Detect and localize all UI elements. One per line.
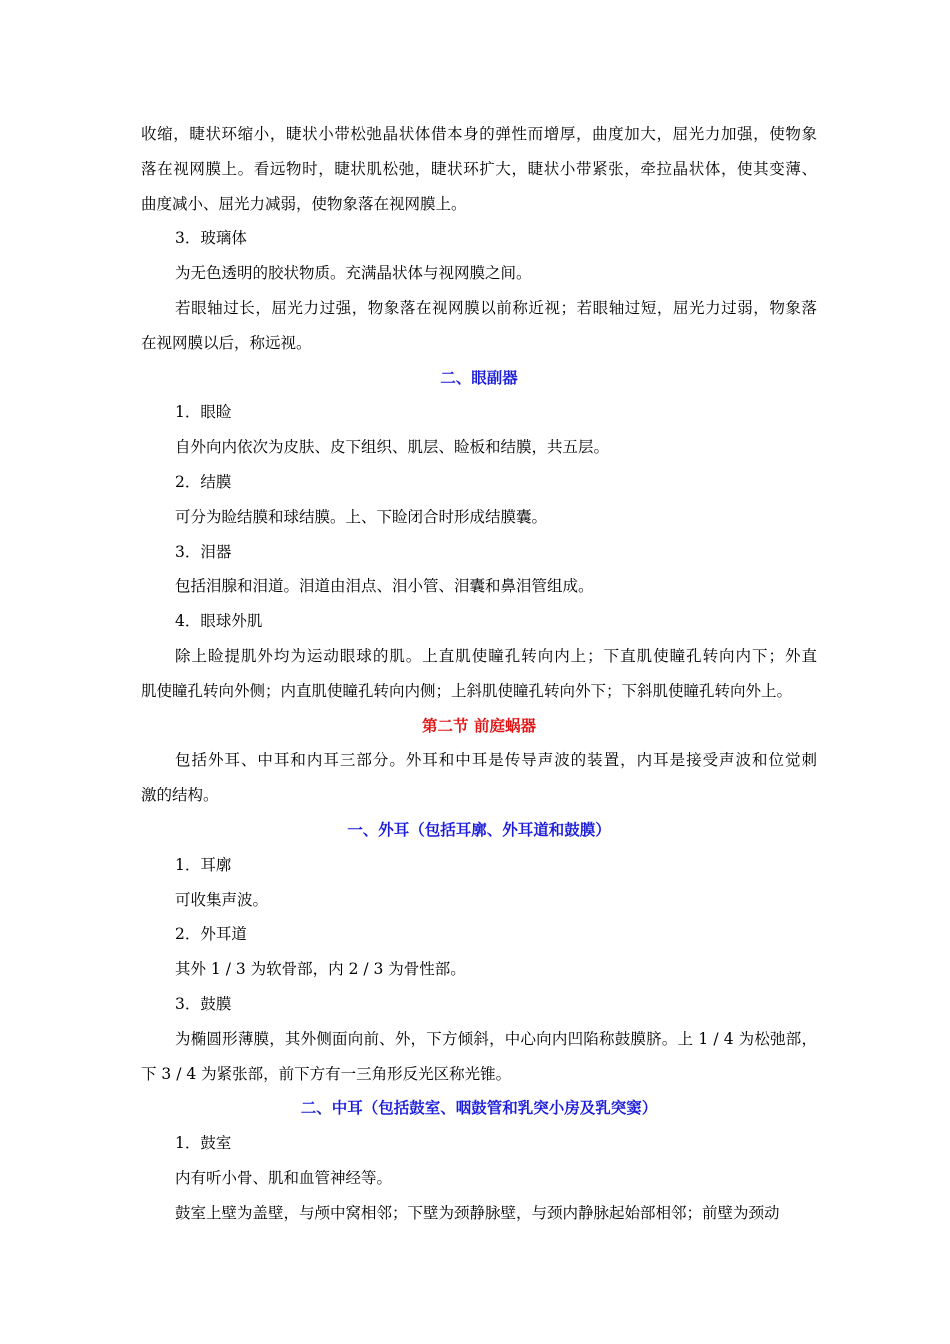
numbered-subheading: 1．鼓室 xyxy=(175,1134,232,1153)
numbered-subheading: 1．眼睑 xyxy=(175,403,232,422)
paragraph-line: 包括泪腺和泪道。泪道由泪点、泪小管、泪囊和鼻泪管组成。 xyxy=(175,577,594,596)
paragraph xyxy=(141,500,817,535)
paragraph-line: 其外 1 / 3 为软骨部，内 2 / 3 为骨性部。 xyxy=(175,960,466,979)
paragraph-line: 为无色透明的胶状物质。充满晶状体与视网膜之间。 xyxy=(175,264,532,283)
paragraph-line: 除上睑提肌外均为运动眼球的肌。上直肌使瞳孔转向内上；下直肌使瞳孔转向内下；外直 xyxy=(175,646,817,665)
numbered-subheading: 2．结膜 xyxy=(175,472,232,491)
numbered-subheading: 3．泪器 xyxy=(175,542,232,561)
paragraph-line: 可分为睑结膜和球结膜。上、下睑闭合时形成结膜囊。 xyxy=(175,507,548,526)
paragraph xyxy=(141,291,817,361)
document-body xyxy=(141,117,817,1231)
section-heading: 二、眼副器 xyxy=(440,367,518,387)
paragraph xyxy=(141,1196,817,1231)
paragraph xyxy=(141,639,817,709)
numbered-subheading: 2．外耳道 xyxy=(175,925,247,944)
section-heading: 一、外耳（包括耳廓、外耳道和鼓膜） xyxy=(347,819,611,839)
numbered-subheading: 3．玻璃体 xyxy=(175,229,247,248)
paragraph-line: 收缩，睫状环缩小，睫状小带松弛晶状体借本身的弹性而增厚，曲度加大，屈光力加强，使物象 xyxy=(141,125,817,143)
paragraph xyxy=(141,430,817,465)
paragraph-line: 鼓室上壁为盖壁，与颅中窝相邻；下壁为颈静脉壁，与颈内静脉起始部相邻；前壁为颈动 xyxy=(175,1203,780,1222)
paragraph-line: 激的结构。 xyxy=(141,786,219,805)
paragraph xyxy=(141,117,817,221)
paragraph xyxy=(141,743,817,813)
section-heading: 第二节 前庭蜗器 xyxy=(422,715,536,735)
paragraph-line: 在视网膜以后，称远视。 xyxy=(141,333,312,352)
paragraph xyxy=(141,952,817,987)
numbered-subheading: 3．鼓膜 xyxy=(175,994,232,1013)
paragraph-line: 为椭圆形薄膜，其外侧面向前、外，下方倾斜，中心向内凹陷称鼓膜脐。上 1 / 4 为松弛部， xyxy=(175,1029,817,1048)
paragraph xyxy=(141,1022,817,1092)
numbered-subheading: 4．眼球外肌 xyxy=(175,612,263,631)
paragraph-line: 肌使瞳孔转向外侧；内直肌使瞳孔转向内侧；上斜肌使瞳孔转向外下；下斜肌使瞳孔转向外上。 xyxy=(141,681,793,700)
paragraph-line: 落在视网膜上。看远物时，睫状肌松弛，睫状环扩大，睫状小带紧张，牵拉晶状体，使其变薄、 xyxy=(141,159,817,178)
paragraph-line: 内有听小骨、肌和血管神经等。 xyxy=(175,1168,393,1187)
numbered-subheading: 1．耳廓 xyxy=(175,855,232,874)
paragraph xyxy=(141,1161,817,1196)
paragraph-line: 可收集声波。 xyxy=(175,890,269,909)
paragraph xyxy=(141,883,817,918)
paragraph-line: 曲度减小、屈光力减弱，使物象落在视网膜上。 xyxy=(141,194,467,213)
paragraph-line: 包括外耳、中耳和内耳三部分。外耳和中耳是传导声波的装置，内耳是接受声波和位觉刺 xyxy=(175,751,817,770)
paragraph-line: 若眼轴过长，屈光力过强，物象落在视网膜以前称近视；若眼轴过短，屈光力过弱，物象落 xyxy=(175,298,817,317)
paragraph xyxy=(141,569,817,604)
paragraph-line: 下 3 / 4 为紧张部，前下方有一三角形反光区称光锥。 xyxy=(141,1064,512,1083)
paragraph-line: 自外向内依次为皮肤、皮下组织、肌层、睑板和结膜，共五层。 xyxy=(175,438,610,457)
section-heading: 二、中耳（包括鼓室、咽鼓管和乳突小房及乳突窦） xyxy=(300,1098,658,1118)
paragraph xyxy=(141,256,817,291)
